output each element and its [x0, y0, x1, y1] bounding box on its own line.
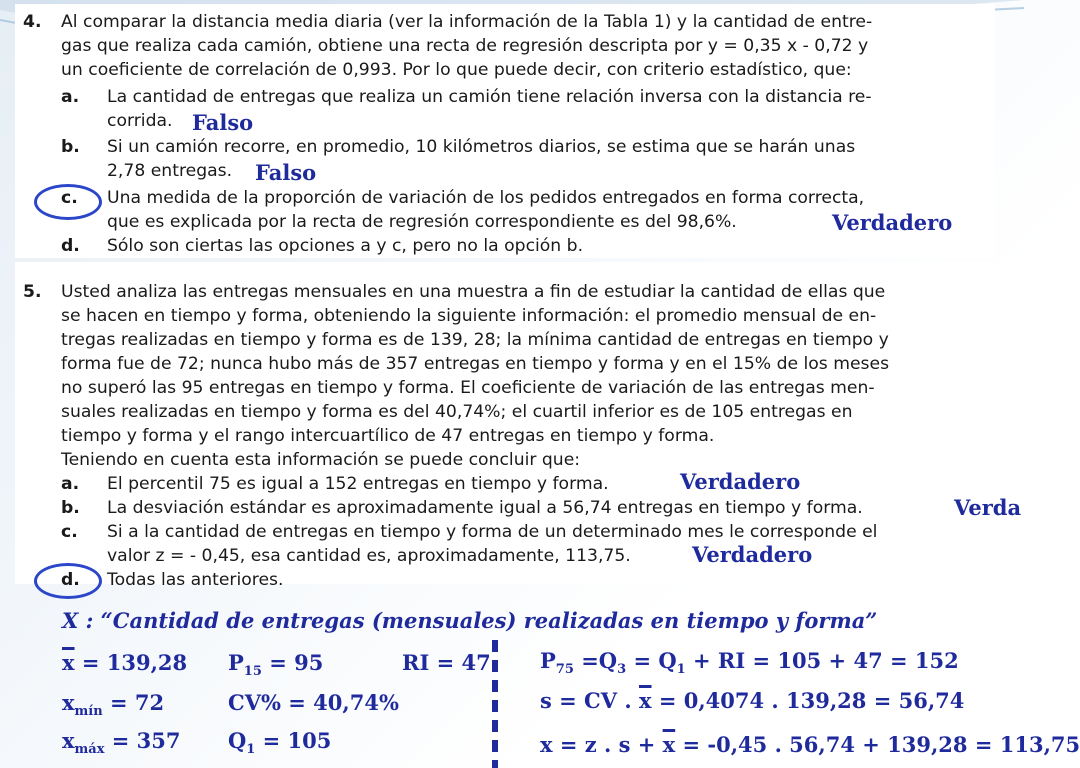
- question-5-stem-line: Teniendo en cuenta esta información se puede concluir que:: [61, 450, 581, 470]
- option-text: que es explicada por la recta de regresión correspondiente es del 98,6%.: [107, 212, 737, 232]
- p15-value: $P_{15} = 95$: [228, 650, 324, 680]
- option-text: valor z = - 0,45, esa cantidad es, aproximadamente, 113,75.: [107, 546, 631, 566]
- option-text: corrida.: [107, 111, 173, 131]
- verdict-5a: Verdadero: [680, 469, 801, 494]
- option-label: c.: [61, 522, 78, 542]
- option-label: b.: [61, 137, 80, 157]
- option-text: Si un camión recorre, en promedio, 10 kilómetros diarios, se estima que se harán unas: [107, 137, 856, 157]
- verdict-4c: Verdadero: [832, 210, 953, 235]
- selected-answer-circle-5d: [34, 563, 102, 599]
- question-5-number: 5.: [23, 282, 42, 302]
- verdict-5c: Verdadero: [692, 542, 813, 567]
- option-label: d.: [61, 236, 80, 256]
- option-text: El percentil 75 es igual a 152 entregas en tiempo y forma.: [107, 474, 609, 494]
- question-5-stem-line: Usted analiza las entregas mensuales en una muestra a fin de estudiar la cantidad de ellas que: [61, 282, 886, 302]
- option-text: 2,78 entregas.: [107, 161, 233, 181]
- option-label: c.: [61, 188, 78, 208]
- verdict-4a: Falso: [192, 110, 254, 135]
- mean-value: $\overline{x} = 139,28$: [62, 650, 188, 675]
- question-5-stem-line: suales realizadas en tiempo y forma es del 40,74%; el cuartil inferior es de 105 entregas en: [61, 402, 853, 422]
- std-dev-calculation: s = CV . $\overline{x} = 0,4074$ . 139,28 = 56,74: [540, 688, 965, 713]
- variable-definition: X : “Cantidad de entregas (mensuales) realizadas en tiempo y forma”: [62, 608, 878, 633]
- question-5-stem-line: forma fue de 72; nunca hubo más de 357 entregas en tiempo y forma y en el 15% de los meses: [61, 354, 890, 374]
- question-5-stem-line: tregas realizadas en tiempo y forma es de 139, 28; la mínima cantidad de entregas en tiempo y: [61, 330, 889, 350]
- q1-value: $Q_1 = 105$: [228, 728, 332, 758]
- option-text: Sólo son ciertas las opciones a y c, pero no la opción b.: [107, 236, 584, 256]
- min-value: $x_{mín} = 72$: [62, 690, 165, 720]
- option-label: a.: [61, 474, 80, 494]
- option-label: b.: [61, 498, 80, 518]
- p75-calculation: $P_{75} =Q_3 = Q_1$ + RI = 105 + 47 = 152: [540, 648, 959, 678]
- cv-value: CV% = 40,74%: [228, 690, 399, 715]
- verdict-5b: Verda: [954, 495, 1022, 520]
- question-4-stem-line: gas que realiza cada camión, obtiene una recta de regresión descripta por y = 0,35 x - 0,72 y: [61, 36, 869, 56]
- option-text: Todas las anteriores.: [107, 570, 284, 590]
- question-5-stem-line: no superó las 95 entregas en tiempo y forma. El coeficiente de variación de las entregas men-: [61, 378, 875, 398]
- option-label: a.: [61, 87, 80, 107]
- question-5-panel: [15, 262, 1000, 590]
- selected-answer-circle-4c: [34, 184, 102, 220]
- question-4-stem-line: Al comparar la distancia media diaria (ver la información de la Tabla 1) y la cantidad de entre-: [61, 12, 873, 32]
- question-5-stem-line: tiempo y forma y el rango intercuartílico de 47 entregas en tiempo y forma.: [61, 426, 715, 446]
- option-label: d.: [61, 570, 80, 590]
- separator-line: [492, 640, 498, 768]
- max-value: $x_{máx} = 357$: [62, 728, 181, 758]
- question-5-stem-line: se hacen en tiempo y forma, obteniendo la siguiente información: el promedio mensual de en-: [61, 306, 877, 326]
- z-score-calculation: x = z . $s + \overline{x} = -0,45$ . 56,74 + 139,28 = 113,75: [540, 732, 1080, 757]
- option-text: Si a la cantidad de entregas en tiempo y forma de un determinado mes le corresponde el: [107, 522, 878, 542]
- option-text: La desviación estándar es aproximadamente igual a 56,74 entregas en tiempo y forma.: [107, 498, 863, 518]
- ri-value: RI = 47: [402, 650, 491, 675]
- option-text: La cantidad de entregas que realiza un camión tiene relación inversa con la distancia re-: [107, 87, 872, 107]
- question-4-stem-line: un coeficiente de correlación de 0,993. Por lo que puede decir, con criterio estadístico, que:: [61, 60, 852, 80]
- verdict-4b: Falso: [255, 160, 317, 185]
- question-4-number: 4.: [23, 12, 42, 32]
- option-text: Una medida de la proporción de variación de los pedidos entregados en forma correcta,: [107, 188, 865, 208]
